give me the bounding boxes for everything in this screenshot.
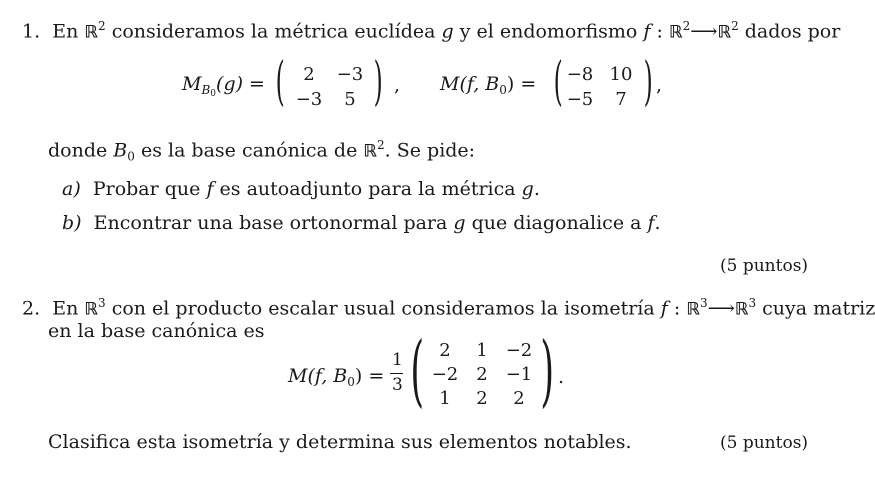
problem-number: 2. bbox=[22, 297, 41, 320]
matrix-cell: 7 bbox=[615, 89, 627, 110]
matrix-cell: −3 bbox=[336, 64, 364, 85]
matrix-cell: 1 bbox=[476, 340, 488, 361]
matrix-cell: 5 bbox=[344, 89, 356, 110]
problem-2-line-2: en la base canónica es bbox=[48, 320, 265, 342]
left-paren: ( bbox=[410, 326, 425, 416]
problem-1-line-1: 1. En ℝ$^2$ consideramos la métrica euclídea g y el endomorfismo f : ℝ$^2$⟶ℝ$^2$ dados por bbox=[22, 19, 841, 43]
matrix-cell: 2 bbox=[439, 340, 451, 361]
item-a: a) Probar que f es autoadjunto para la métrica g. bbox=[62, 178, 540, 200]
matrix-cell: 2 bbox=[476, 388, 488, 409]
points-label: (5 puntos) bbox=[720, 433, 809, 453]
matrix-cell: 10 bbox=[609, 64, 633, 85]
matrix-cell: 2 bbox=[513, 388, 525, 409]
matrix-cell: 1 bbox=[439, 388, 451, 409]
left-paren: ( bbox=[553, 52, 563, 112]
right-paren: ) bbox=[540, 326, 555, 416]
matrix-cell: 2 bbox=[303, 64, 315, 85]
isometry-matrix-label: M(f, $B_0$) = bbox=[288, 365, 385, 389]
matrix-cell: −1 bbox=[505, 364, 533, 385]
item-b: b) Encontrar una base ortonormal para g que diagonalice a f. bbox=[62, 212, 661, 234]
problem-2-task: Clasifica esta isometría y determina sus elementos notables. bbox=[48, 431, 632, 453]
fraction-denominator: 3 bbox=[392, 375, 403, 395]
problem-1-donde: donde $B_0$ es la base canónica de ℝ$^2$. Se pide: bbox=[48, 138, 476, 164]
matrix-cell: −2 bbox=[505, 340, 533, 361]
problem-2-line-1: 2. En ℝ$^3$ con el producto escalar usual consideramos la isometría f : ℝ$^3$⟶ℝ$^3$ cuya matriz bbox=[22, 296, 875, 320]
matrix-cell: −8 bbox=[566, 64, 594, 85]
matrix-cell: −3 bbox=[295, 89, 323, 110]
problem-number: 1. bbox=[22, 20, 41, 43]
points-label: (5 puntos) bbox=[720, 256, 809, 276]
fraction-numerator: 1 bbox=[392, 350, 403, 370]
right-paren: ) bbox=[373, 52, 383, 112]
matrix-cell: −5 bbox=[566, 89, 594, 110]
matrix-cell: 2 bbox=[476, 364, 488, 385]
endomorphism-matrix-label: M(f, $B_0$) = bbox=[440, 73, 537, 97]
left-paren: ( bbox=[275, 52, 285, 112]
matrix-cell: −2 bbox=[431, 364, 459, 385]
right-paren: ) bbox=[643, 52, 653, 112]
fraction-bar bbox=[390, 373, 403, 374]
metric-matrix-label: $M_{B0}(g)$ = bbox=[182, 73, 265, 99]
